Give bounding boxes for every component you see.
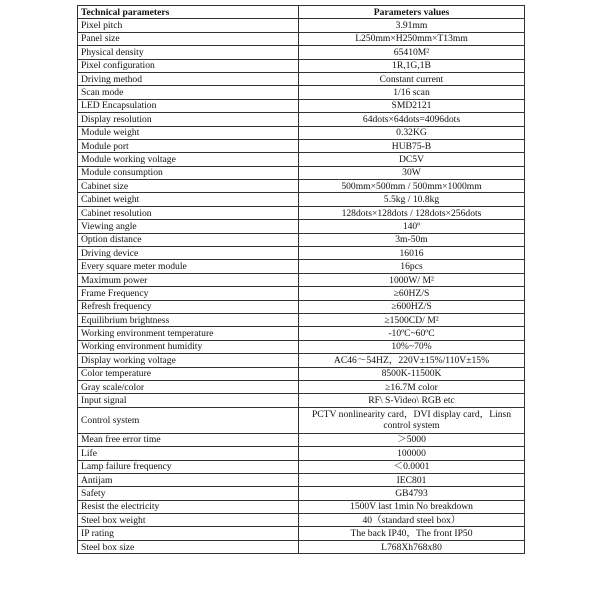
- table-row: [78, 113, 525, 126]
- param-cell: Driving method: [78, 72, 299, 85]
- table-row: [78, 99, 525, 112]
- value-cell: 1000W/ M²: [299, 273, 525, 286]
- table-row: [78, 433, 525, 446]
- table-row: [78, 139, 525, 152]
- param-cell: Steel box weight: [78, 514, 299, 527]
- param-cell: Maximum power: [78, 273, 299, 286]
- value-cell: 100000: [299, 447, 525, 460]
- table-row: [78, 72, 525, 85]
- value-cell: 5.5kg / 10.8kg: [299, 193, 525, 206]
- value-cell: -10ºC~60ºC: [299, 327, 525, 340]
- param-cell: Module weight: [78, 126, 299, 139]
- table-row: [78, 287, 525, 300]
- value-cell: L768Xh768x80: [299, 540, 525, 553]
- value-cell: 128dots×128dots / 128dots×256dots: [299, 206, 525, 219]
- value-cell: IEC801: [299, 473, 525, 486]
- param-cell: Option distance: [78, 233, 299, 246]
- param-cell: Life: [78, 447, 299, 460]
- param-cell: Every square meter module: [78, 260, 299, 273]
- table-row: [78, 247, 525, 260]
- table-row: [78, 86, 525, 99]
- param-cell: Display working voltage: [78, 354, 299, 367]
- table-row: [78, 32, 525, 45]
- param-cell: Input signal: [78, 394, 299, 407]
- value-cell: The back IP40，The front IP50: [299, 527, 525, 540]
- table-row: [78, 354, 525, 367]
- value-cell: PCTV nonlinearity card，DVI display card，Linsn control system: [299, 407, 525, 433]
- param-cell: Panel size: [78, 32, 299, 45]
- table-row: [78, 300, 525, 313]
- value-cell: 16016: [299, 247, 525, 260]
- value-cell: SMD2121: [299, 99, 525, 112]
- table-row: [78, 59, 525, 72]
- param-cell: Refresh frequency: [78, 300, 299, 313]
- param-cell: Cabinet size: [78, 180, 299, 193]
- value-cell: 1/16 scan: [299, 86, 525, 99]
- param-cell: Working environment temperature: [78, 327, 299, 340]
- value-cell: GB4793: [299, 487, 525, 500]
- table-row: [78, 153, 525, 166]
- param-cell: Equilibrium brightness: [78, 313, 299, 326]
- param-cell: Antijam: [78, 473, 299, 486]
- value-cell: 8500K-11500K: [299, 367, 525, 380]
- param-cell: Color temperature: [78, 367, 299, 380]
- param-cell: Pixel configuration: [78, 59, 299, 72]
- param-cell: Steel box size: [78, 540, 299, 553]
- value-cell: 10%~70%: [299, 340, 525, 353]
- param-cell: Viewing angle: [78, 220, 299, 233]
- header-technical-parameters: Technical parameters: [78, 6, 299, 19]
- table-row: [78, 19, 525, 32]
- table-row: [78, 313, 525, 326]
- table-row: [78, 126, 525, 139]
- table-row: [78, 380, 525, 393]
- table-row: [78, 460, 525, 473]
- param-cell: Pixel pitch: [78, 19, 299, 32]
- value-cell: 3m-50m: [299, 233, 525, 246]
- value-cell: 0.32KG: [299, 126, 525, 139]
- value-cell: 64dots×64dots=4096dots: [299, 113, 525, 126]
- table-row: [78, 527, 525, 540]
- param-cell: Module port: [78, 139, 299, 152]
- spec-table-body: [78, 19, 525, 554]
- param-cell: Module consumption: [78, 166, 299, 179]
- value-cell: AC46～54HZ，220V±15%/110V±15%: [299, 354, 525, 367]
- value-cell: ≥600HZ/S: [299, 300, 525, 313]
- value-cell: Constant current: [299, 72, 525, 85]
- table-row: [78, 260, 525, 273]
- value-cell: ≥1500CD/ M²: [299, 313, 525, 326]
- table-row: [78, 407, 525, 433]
- value-cell: 1500V last 1min No breakdown: [299, 500, 525, 513]
- table-header-row: [78, 6, 525, 19]
- param-cell: Lamp failure frequency: [78, 460, 299, 473]
- value-cell: ≥16.7M color: [299, 380, 525, 393]
- param-cell: Physical density: [78, 46, 299, 59]
- value-cell: 40（standard steel box）: [299, 514, 525, 527]
- value-cell: 500mm×500mm / 500mm×1000mm: [299, 180, 525, 193]
- value-cell: L250mm×H250mm×T13mm: [299, 32, 525, 45]
- table-row: [78, 514, 525, 527]
- param-cell: Working environment humidity: [78, 340, 299, 353]
- table-row: [78, 394, 525, 407]
- param-cell: Safety: [78, 487, 299, 500]
- value-cell: 1R,1G,1B: [299, 59, 525, 72]
- param-cell: Display resolution: [78, 113, 299, 126]
- param-cell: Cabinet weight: [78, 193, 299, 206]
- value-cell: 140º: [299, 220, 525, 233]
- table-row: [78, 473, 525, 486]
- table-row: [78, 500, 525, 513]
- param-cell: Gray scale/color: [78, 380, 299, 393]
- table-row: [78, 327, 525, 340]
- value-cell: DC5V: [299, 153, 525, 166]
- table-row: [78, 447, 525, 460]
- value-cell: ≥60HZ/S: [299, 287, 525, 300]
- param-cell: Cabinet resolution: [78, 206, 299, 219]
- param-cell: Control system: [78, 407, 299, 433]
- table-row: [78, 220, 525, 233]
- table-row: [78, 367, 525, 380]
- param-cell: IP rating: [78, 527, 299, 540]
- value-cell: ＞5000: [299, 433, 525, 446]
- table-row: [78, 180, 525, 193]
- table-row: [78, 340, 525, 353]
- table-row: [78, 273, 525, 286]
- table-row: [78, 193, 525, 206]
- param-cell: LED Encapsulation: [78, 99, 299, 112]
- table-row: [78, 46, 525, 59]
- param-cell: Module working voltage: [78, 153, 299, 166]
- table-row: [78, 233, 525, 246]
- value-cell: 3.91mm: [299, 19, 525, 32]
- value-cell: HUB75-B: [299, 139, 525, 152]
- table-row: [78, 487, 525, 500]
- value-cell: RF\ S-Video\ RGB etc: [299, 394, 525, 407]
- value-cell: 65410M²: [299, 46, 525, 59]
- table-row: [78, 166, 525, 179]
- param-cell: Resist the electricity: [78, 500, 299, 513]
- header-parameters-values: Parameters values: [299, 6, 525, 19]
- param-cell: Scan mode: [78, 86, 299, 99]
- table-row: [78, 540, 525, 553]
- value-cell: ＜0.0001: [299, 460, 525, 473]
- value-cell: 30W: [299, 166, 525, 179]
- table-row: [78, 206, 525, 219]
- param-cell: Frame Frequency: [78, 287, 299, 300]
- value-cell: 16pcs: [299, 260, 525, 273]
- param-cell: Mean free error time: [78, 433, 299, 446]
- param-cell: Driving device: [78, 247, 299, 260]
- spec-table: [77, 5, 525, 554]
